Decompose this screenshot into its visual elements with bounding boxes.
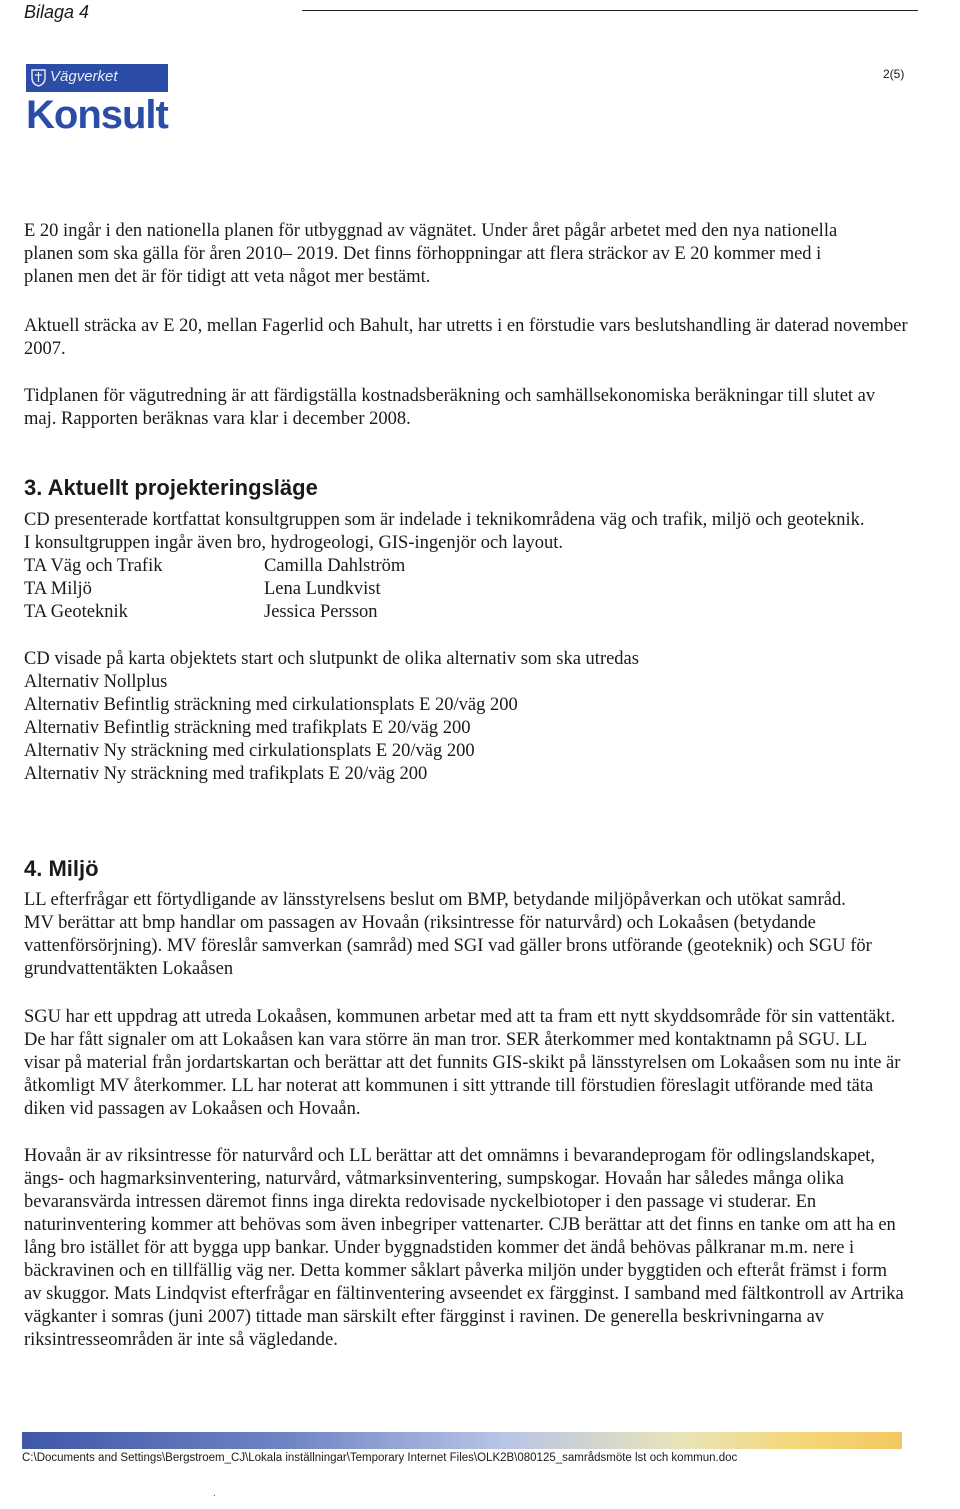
section-4-heading: 4. Miljö xyxy=(24,856,99,881)
vagverket-konsult-logo xyxy=(26,64,168,142)
team-area: TA Väg och Trafik xyxy=(24,556,163,576)
alternatives-list xyxy=(24,648,639,786)
section-3-heading: 3. Aktuellt projekteringsläge xyxy=(24,475,318,500)
logo-wordmark: Konsult xyxy=(26,93,168,137)
page-number: 2(5) xyxy=(883,67,905,81)
list-item: Alternativ Befintlig sträckning med cirkulationsplats E 20/väg 200 xyxy=(24,695,518,715)
header-rule xyxy=(302,10,918,11)
section-4-paragraph-sgu: SGU har ett uppdrag att utreda Lokaåsen, kommunen arbetar med att ta fram ett nytt skyddsområde för sin vattentäkt. De har fått signaler om att Lokaåsen kan vara större än man tror. SER återkommer med kontaktnamn på SGU. LL visar på material från jordartskartan och berättar att det funnits GIS-skikt på länsstyrelsen om Lokaåsen som nu inte är åtkomligt MV återkommer. LL har noterat att kommunen i sitt yttrande till förstudien föreslagit utförande med täta diken vid passagen av Lokaåsen och Hovaån. xyxy=(24,1007,901,1119)
team-area: TA Geoteknik xyxy=(24,602,128,622)
footer-file-path: C:\Documents and Settings\Bergstroem_CJ\Lokala inställningar\Temporary Internet Files\OLK2B\080125_samrådsmöte lst och kommun.doc xyxy=(22,1452,738,1464)
paragraph-timeline: Tidplanen för vägutredning är att färdigställa kostnadsberäkning och samhällsekonomiska beräkningar till slutet av maj. Rapporten beräknas vara klar i december 2008. xyxy=(24,386,876,429)
team-area: TA Miljö xyxy=(24,579,92,599)
list-item: CD visade på karta objektets start och slutpunkt de olika alternativ som ska utredas xyxy=(24,649,639,669)
paragraph-national-plan: E 20 ingår i den nationella planen för utbyggnad av vägnätet. Under året pågår arbetet med den nya nationella planen som ska gälla för åren 2010– 2019. Det finns förhoppningar att flera sträckor av E 20 kommer med i planen men det är för tidigt att veta något mer bestämt. xyxy=(24,221,838,287)
list-item: Alternativ Ny sträckning med cirkulationsplats E 20/väg 200 xyxy=(24,741,475,761)
team-person: Jessica Persson xyxy=(264,602,378,622)
team-person: Lena Lundkvist xyxy=(264,579,381,599)
section-3-intro: CD presenterade kortfattat konsultgruppen som är indelade i teknikområdena väg och trafik, miljö och geoteknik. I konsultgruppen ingår även bro, hydrogeologi, GIS-ingenjör och layout. xyxy=(24,510,865,553)
paragraph-current-stretch: Aktuell sträcka av E 20, mellan Fagerlid och Bahult, har utretts i en förstudie vars beslutshandling är daterad november 2007. xyxy=(24,316,908,359)
list-item: Alternativ Ny sträckning med trafikplats E 20/väg 200 xyxy=(24,764,428,784)
attachment-label: Bilaga 4 xyxy=(24,2,90,22)
team-person: Camilla Dahlström xyxy=(264,556,406,576)
crest-icon xyxy=(31,68,46,87)
footer-color-bar xyxy=(22,1432,902,1449)
logo-agency-name: Vägverket xyxy=(50,68,118,85)
section-4-paragraph-hovaan: Hovaån är av riksintresse för naturvård och LL berättar att det omnämns i bevarandeprogam för odlingslandskapet, ängs- och hagmarksinventering, naturvård, våtmarksinventering, sumpskogar. Hovaån har således många olika bevaransvärda intressen däremot finns inga direkta redovisade nyckelbiotoper i den passage vi studerar. En naturinventering kommer att behövas som även inbegriper vattenarter. CJB berättar att det finns en tanke om att ha en lång bro istället för att bygga upp bankar. Under byggnadstiden kommer det ändå behövas pålkranar m.m. nere i bäckravinen och en tillfällig väg ner. Detta kommer såklart påverka miljön under byggtiden och efteråt främst i form av skuggor. Mats Lindqvist efterfrågar en fältinventering avseendet ex färgginst. I samband med fältkontroll av Artrika vägkanter i somras (juni 2007) tittade man särskilt efter färgginst i ravinen. De generella beskrivningarna av riksintresseområden är inte så vägledande. xyxy=(24,1146,904,1350)
list-item: Alternativ Befintlig sträckning med trafikplats E 20/väg 200 xyxy=(24,718,471,738)
scan-speck: . xyxy=(213,1488,216,1499)
list-item: Alternativ Nollplus xyxy=(24,672,168,692)
section-4-paragraph-bmp: LL efterfrågar ett förtydligande av länsstyrelsens beslut om BMP, betydande miljöpåverkan och utökat samråd. MV berättar att bmp handlar om passagen av Hovaån (riksintresse för naturvård) och Lokaåsen (betydande vattenförsörjning). MV föreslår samverkan (samråd) med SGI vad gäller brons utförande (geoteknik) och SGU för grundvattentäkten Lokaåsen xyxy=(24,890,872,979)
